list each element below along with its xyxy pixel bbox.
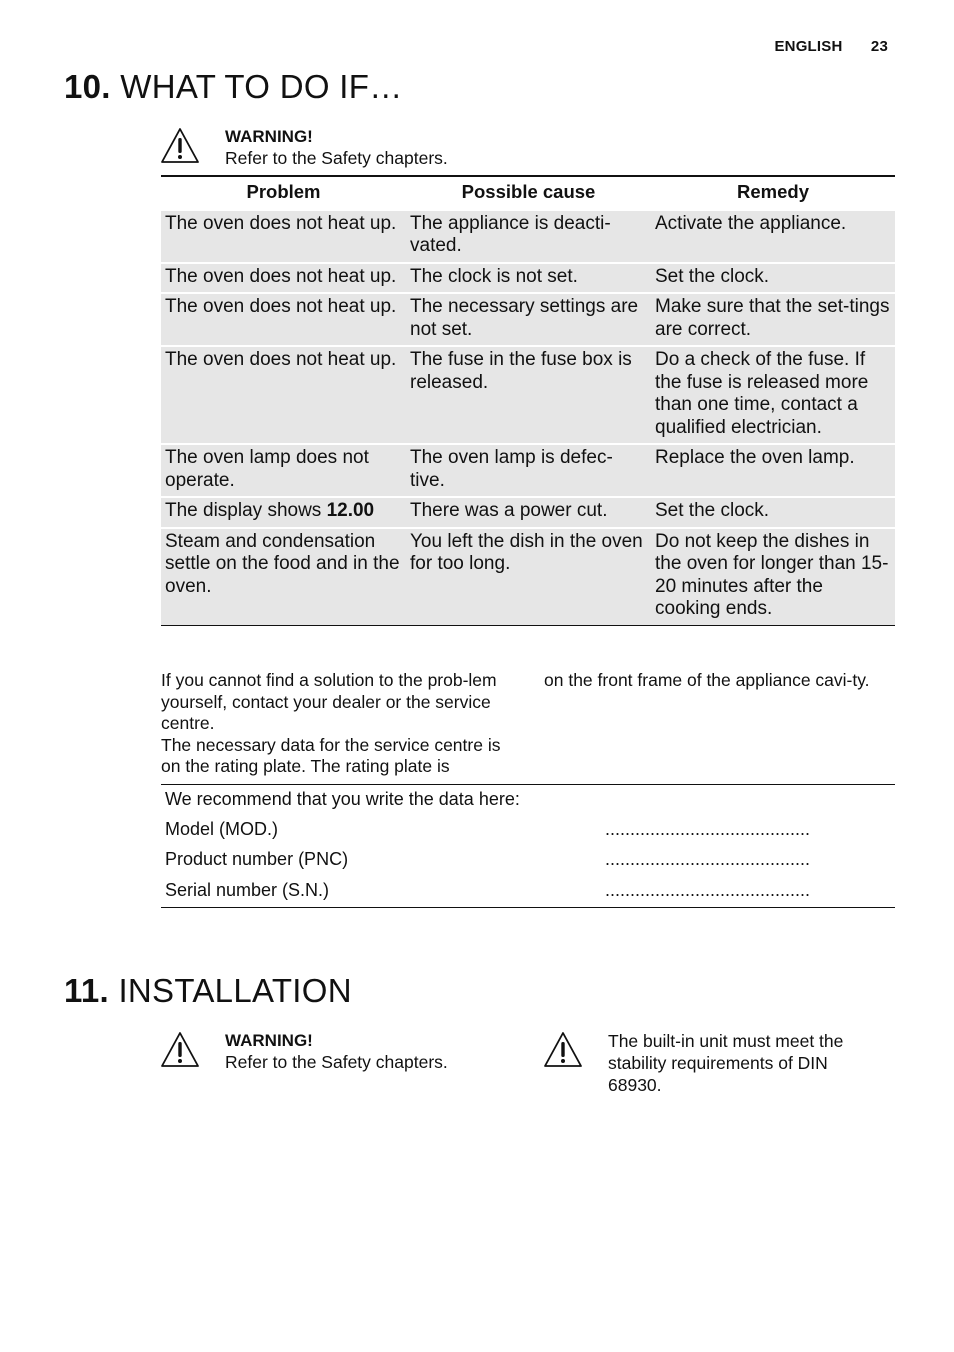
page-header xyxy=(774,38,888,55)
section-10-heading xyxy=(64,68,403,106)
language-label: ENGLISH xyxy=(774,38,843,55)
problem-cell: Steam and condensation settle on the food and in the oven. xyxy=(161,528,406,626)
page-number: 23 xyxy=(870,38,888,55)
serial-blank: ......................................... xyxy=(605,880,811,900)
section-number: 10. xyxy=(64,68,111,105)
troubleshooting-table xyxy=(161,175,895,626)
pnc-blank: ......................................... xyxy=(605,849,811,869)
cause-cell: The appliance is deacti-vated. xyxy=(406,210,651,263)
warning-triangle-icon xyxy=(543,1030,583,1070)
remedy-cell: Do not keep the dishes in the oven for longer than 15-20 minutes after the cooking ends. xyxy=(651,528,895,626)
table-row xyxy=(161,444,895,497)
warning-title: WARNING! xyxy=(225,127,313,146)
problem-cell: The oven does not heat up. xyxy=(161,293,406,346)
model-blank: ......................................... xyxy=(605,819,811,839)
table-row xyxy=(161,210,895,263)
pnc-label: Product number (PNC) xyxy=(165,849,349,869)
display-value: 12.00 xyxy=(326,500,375,521)
remedy-cell: Replace the oven lamp. xyxy=(651,444,895,497)
problem-cell: The oven does not heat up. xyxy=(161,346,406,444)
serial-label: Serial number (S.N.) xyxy=(165,880,330,900)
cause-cell: The clock is not set. xyxy=(406,263,651,294)
cause-cell: There was a power cut. xyxy=(406,497,651,528)
problem-text: The display shows xyxy=(165,500,327,521)
warning-triangle-icon xyxy=(160,126,200,166)
remedy-cell: Set the clock. xyxy=(651,497,895,528)
remedy-cell: Do a check of the fuse. If the fuse is released more than one time, contact a qualified electrician. xyxy=(651,346,895,444)
table-row xyxy=(161,497,895,528)
stability-note-text: The built-in unit must meet the stability requirements of DIN 68930. xyxy=(608,1031,844,1095)
stability-note-block xyxy=(543,1030,883,1096)
model-label: Model (MOD.) xyxy=(165,819,279,839)
service-paragraph-right: on the front frame of the appliance cavi-ty. xyxy=(544,670,870,690)
table-row xyxy=(161,263,895,294)
warning-text: Refer to the Safety chapters. xyxy=(225,148,448,168)
warning-block xyxy=(160,1030,448,1073)
service-paragraph-left: If you cannot find a solution to the prob-lem yourself, contact your dealer or the service centre. The necessary data for the service centre is on the rating plate. The rating plate is xyxy=(161,670,501,776)
problem-cell: The oven does not heat up. xyxy=(161,263,406,294)
section-11-heading xyxy=(64,972,352,1010)
section-title: INSTALLATION xyxy=(118,972,352,1009)
data-record-intro: We recommend that you write the data here: xyxy=(165,789,520,809)
column-header-cause: Possible cause xyxy=(406,176,651,210)
cause-cell: You left the dish in the oven for too long. xyxy=(406,528,651,626)
remedy-cell: Make sure that the set-tings are correct. xyxy=(651,293,895,346)
remedy-cell: Activate the appliance. xyxy=(651,210,895,263)
warning-block xyxy=(160,126,448,169)
section-title: WHAT TO DO IF… xyxy=(120,68,403,105)
data-record-box xyxy=(161,784,895,908)
section-number: 11. xyxy=(64,972,109,1009)
table-row xyxy=(161,346,895,444)
problem-cell: The oven lamp does not operate. xyxy=(161,444,406,497)
warning-title: WARNING! xyxy=(225,1031,313,1050)
column-header-remedy: Remedy xyxy=(651,176,895,210)
remedy-cell: Set the clock. xyxy=(651,263,895,294)
table-row xyxy=(161,293,895,346)
problem-cell xyxy=(161,497,406,528)
warning-triangle-icon xyxy=(160,1030,200,1070)
table-header-row xyxy=(161,176,895,210)
cause-cell: The oven lamp is defec-tive. xyxy=(406,444,651,497)
cause-cell: The fuse in the fuse box is released. xyxy=(406,346,651,444)
warning-text: Refer to the Safety chapters. xyxy=(225,1052,448,1072)
table-row xyxy=(161,528,895,626)
cause-cell: The necessary settings are not set. xyxy=(406,293,651,346)
problem-cell: The oven does not heat up. xyxy=(161,210,406,263)
column-header-problem: Problem xyxy=(161,176,406,210)
